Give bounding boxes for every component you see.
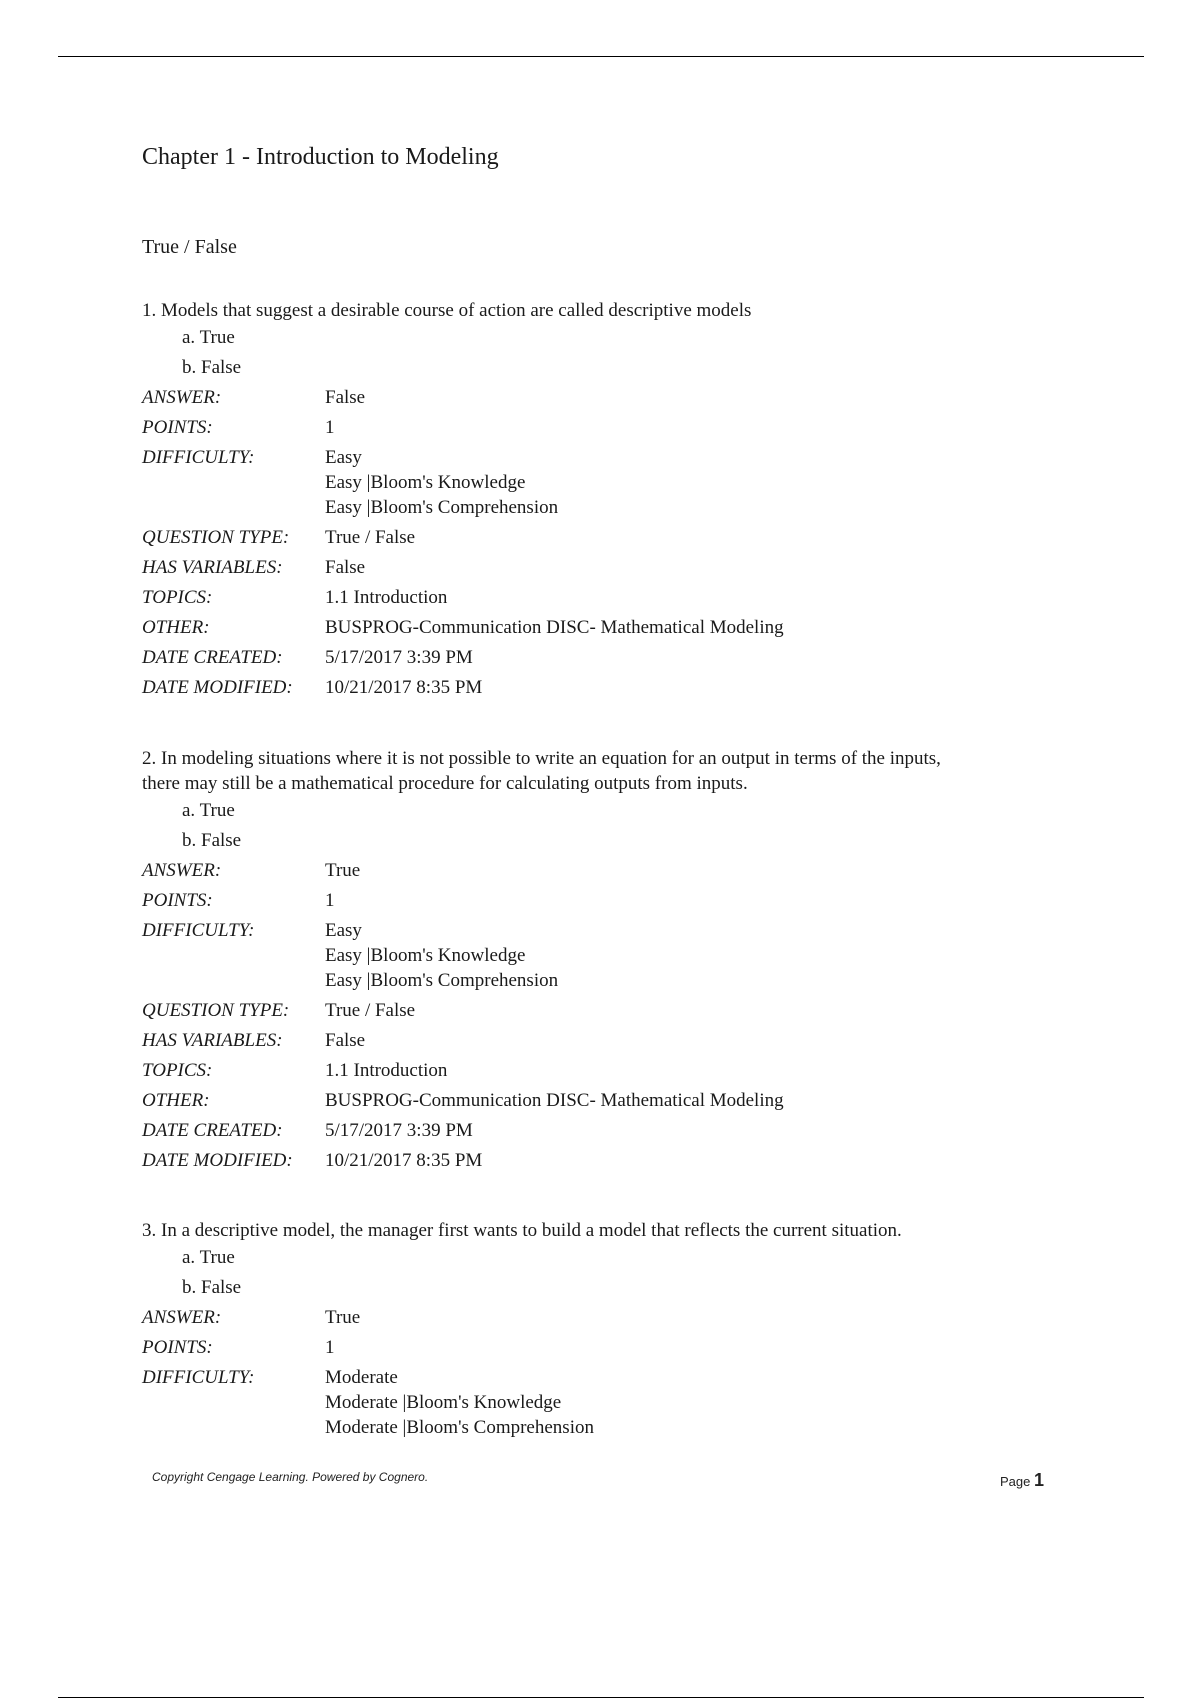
date-created-label: DATE CREATED: [142,647,283,668]
answer-label: ANSWER: [142,1307,222,1328]
points-label: POINTS: [142,890,213,911]
difficulty-comprehension: Moderate |Bloom's Comprehension [325,1417,594,1438]
answer-value: True [325,860,361,881]
answer-choices [182,323,1102,383]
other-value: BUSPROG-Communication DISC- Mathematical Modeling [325,617,784,638]
points-label: POINTS: [142,1337,213,1358]
choice-b: b. False [182,1277,242,1298]
points-value: 1 [325,890,335,911]
difficulty-label: DIFFICULTY: [142,1367,255,1388]
question-1 [142,298,1102,703]
choice-a: a. True [182,327,235,348]
answer-row [142,856,1102,886]
difficulty-values [325,918,1102,993]
choice-a: a. True [182,1247,235,1268]
date-created-value: 5/17/2017 3:39 PM [325,647,473,668]
question-2 [142,746,1102,1176]
question-text: 1. Models that suggest a desirable course of action are called descriptive models [142,300,752,321]
topics-label: TOPICS: [142,587,213,608]
other-label: OTHER: [142,1090,210,1111]
date-created-row [142,1116,1102,1146]
date-modified-label: DATE MODIFIED: [142,1150,293,1171]
chapter-title: Chapter 1 - Introduction to Modeling [142,144,499,170]
question-type-row [142,996,1102,1026]
points-row [142,886,1102,916]
has-variables-row [142,1026,1102,1056]
question-type-row [142,523,1102,553]
question-3 [142,1218,1102,1443]
date-created-label: DATE CREATED: [142,1120,283,1141]
answer-value: True [325,1307,361,1328]
difficulty-label: DIFFICULTY: [142,447,255,468]
difficulty-values [325,1365,1102,1440]
difficulty-comprehension: Easy |Bloom's Comprehension [325,497,559,518]
difficulty-knowledge: Moderate |Bloom's Knowledge [325,1392,562,1413]
topics-label: TOPICS: [142,1060,213,1081]
difficulty-row [142,916,1102,996]
footer-page-number [1000,1470,1044,1491]
bottom-rule [58,1697,1144,1698]
answer-row [142,383,1102,413]
answer-label: ANSWER: [142,387,222,408]
points-row [142,1333,1102,1363]
answer-value: False [325,387,366,408]
date-modified-row [142,673,1102,703]
answer-choices [182,796,1102,856]
other-label: OTHER: [142,617,210,638]
has-variables-value: False [325,1030,366,1051]
difficulty-level: Easy [325,920,362,941]
difficulty-row [142,443,1102,523]
question-type-label: QUESTION TYPE: [142,527,290,548]
difficulty-values [325,445,1102,520]
topics-value: 1.1 Introduction [325,1060,448,1081]
points-label: POINTS: [142,417,213,438]
difficulty-comprehension: Easy |Bloom's Comprehension [325,970,559,991]
has-variables-row [142,553,1102,583]
difficulty-label: DIFFICULTY: [142,920,255,941]
difficulty-level: Moderate [325,1367,398,1388]
difficulty-level: Easy [325,447,362,468]
date-created-value: 5/17/2017 3:39 PM [325,1120,473,1141]
other-row [142,613,1102,643]
date-modified-label: DATE MODIFIED: [142,677,293,698]
date-modified-value: 10/21/2017 8:35 PM [325,677,483,698]
question-text: 3. In a descriptive model, the manager first wants to build a model that reflects the current situation. [142,1220,902,1241]
points-value: 1 [325,417,335,438]
topics-row [142,1056,1102,1086]
question-type-value: True / False [325,527,416,548]
has-variables-value: False [325,557,366,578]
date-modified-value: 10/21/2017 8:35 PM [325,1150,483,1171]
topics-value: 1.1 Introduction [325,587,448,608]
top-rule [58,56,1144,57]
footer-copyright: Copyright Cengage Learning. Powered by Cognero. [152,1470,429,1484]
choice-b: b. False [182,357,242,378]
question-text-line-2: there may still be a mathematical procedure for calculating outputs from inputs. [142,773,748,794]
has-variables-label: HAS VARIABLES: [142,1030,283,1051]
page-number: 1 [1034,1470,1045,1490]
choice-a: a. True [182,800,235,821]
date-modified-row [142,1146,1102,1176]
has-variables-label: HAS VARIABLES: [142,557,283,578]
date-created-row [142,643,1102,673]
other-row [142,1086,1102,1116]
question-type-value: True / False [325,1000,416,1021]
section-title: True / False [142,236,237,258]
answer-choices [182,1243,1102,1303]
topics-row [142,583,1102,613]
points-value: 1 [325,1337,335,1358]
page-label: Page [1000,1474,1031,1489]
other-value: BUSPROG-Communication DISC- Mathematical Modeling [325,1090,784,1111]
answer-label: ANSWER: [142,860,222,881]
choice-b: b. False [182,830,242,851]
difficulty-row [142,1363,1102,1443]
answer-row [142,1303,1102,1333]
points-row [142,413,1102,443]
question-text-line-1: 2. In modeling situations where it is not possible to write an equation for an output in terms of the inputs, [142,748,941,769]
difficulty-knowledge: Easy |Bloom's Knowledge [325,945,526,966]
question-type-label: QUESTION TYPE: [142,1000,290,1021]
difficulty-knowledge: Easy |Bloom's Knowledge [325,472,526,493]
